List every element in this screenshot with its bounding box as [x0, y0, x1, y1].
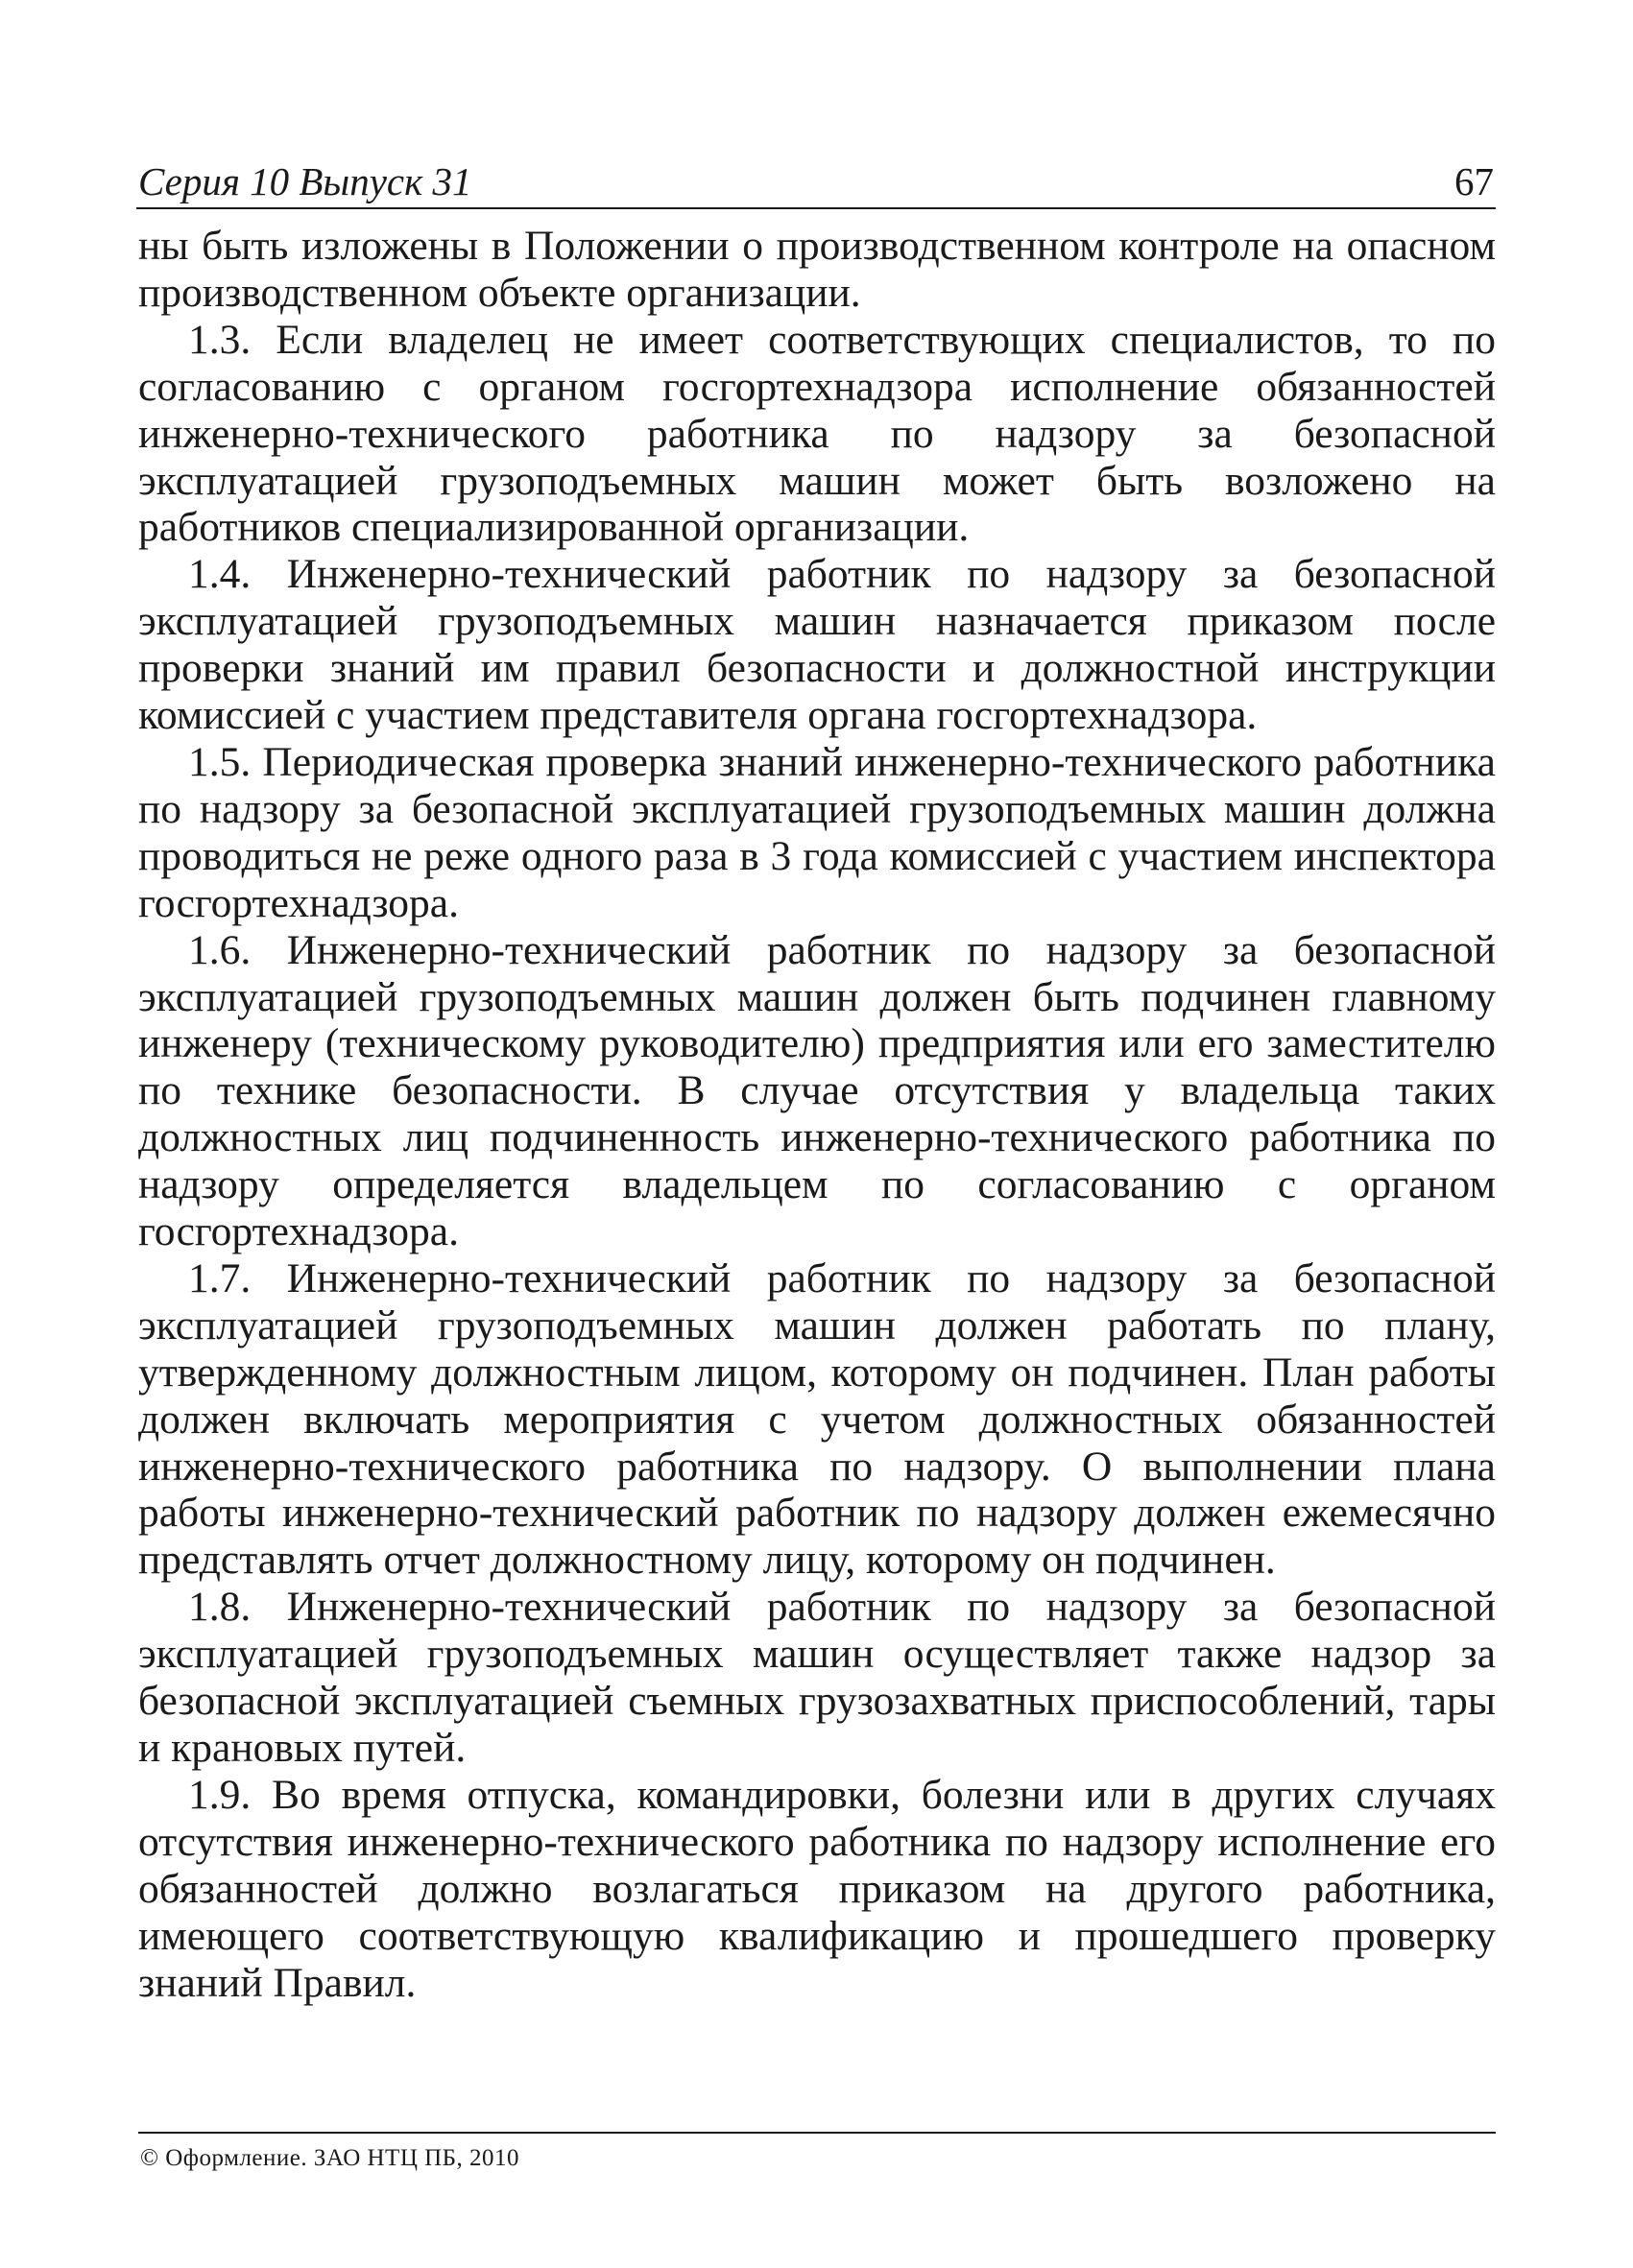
- series-title: Серия 10 Выпуск 31: [138, 159, 472, 203]
- paragraph-1-6: 1.6. Инженерно-технический работник по надзору за безопасной эксплуатацией грузоподъемных машин должен быть подчинен главному инженеру (техническому руководителю) предприятия или его заместителю по технике безопасности. В случае отсутствия у владельца таких должностных лиц подчиненность инженерно-технического работника по надзору определяется владельцем по согласованию с органом госгортехнадзора.: [138, 926, 1496, 1255]
- body-text: [138, 223, 1496, 2006]
- paragraph-1-9: 1.9. Во время отпуска, командировки, болезни или в других случаях отсутствия инженерно-технического работника по надзору исполнение его обязанностей должно возлагаться приказом на другого работника, имеющего соответствующую квалификацию и прошедшего проверку знаний Правил.: [138, 1771, 1496, 2006]
- paragraph-1-7: 1.7. Инженерно-технический работник по надзору за безопасной эксплуатацией грузоподъемных машин должен работать по плану, утвержденному должностным лицом, которому он подчинен. План работы должен включать мероприятия с учетом должностных обязанностей инженерно-технического работника по надзору. О выполнении плана работы инженерно-технический работник по надзору должен ежемесячно представлять отчет должностному лицу, которому он подчинен.: [138, 1254, 1496, 1584]
- paragraph-1-4: 1.4. Инженерно-технический работник по надзору за безопасной эксплуатацией грузоподъемных машин назначается приказом после проверки знаний им правил безопасности и должностной инструкции комиссией с участием представителя органа госгортехнадзора.: [138, 551, 1496, 739]
- running-header: [136, 144, 1496, 209]
- page-number: 67: [1454, 159, 1494, 203]
- paragraph-1-3: 1.3. Если владелец не имеет соответствующих специалистов, то по согласованию с органом госгортехнадзора исполнение обязанностей инженерно-технического работника по надзору за безопасной эксплуатацией грузоподъемных машин может быть возложено на работников специализированной организации.: [138, 316, 1496, 551]
- paragraph-continuation: ны быть изложены в Положении о производственном контроле на опасном производственном объекте организации.: [138, 223, 1496, 316]
- paragraph-1-8: 1.8. Инженерно-технический работник по надзору за безопасной эксплуатацией грузоподъемных машин осуществляет также надзор за безопасной эксплуатацией съемных грузозахватных приспособлений, тары и крановых путей.: [138, 1584, 1496, 1771]
- footer-copyright: © Оформление. ЗАО НТЦ ПБ, 2010: [140, 2145, 520, 2171]
- paragraph-1-5: 1.5. Периодическая проверка знаний инженерно-технического работника по надзору за безопасной эксплуатацией грузоподъемных машин должна проводиться не реже одного раза в 3 года комиссией с участием инспектора госгортехнадзора.: [138, 738, 1496, 926]
- footer-divider: [138, 2132, 1496, 2134]
